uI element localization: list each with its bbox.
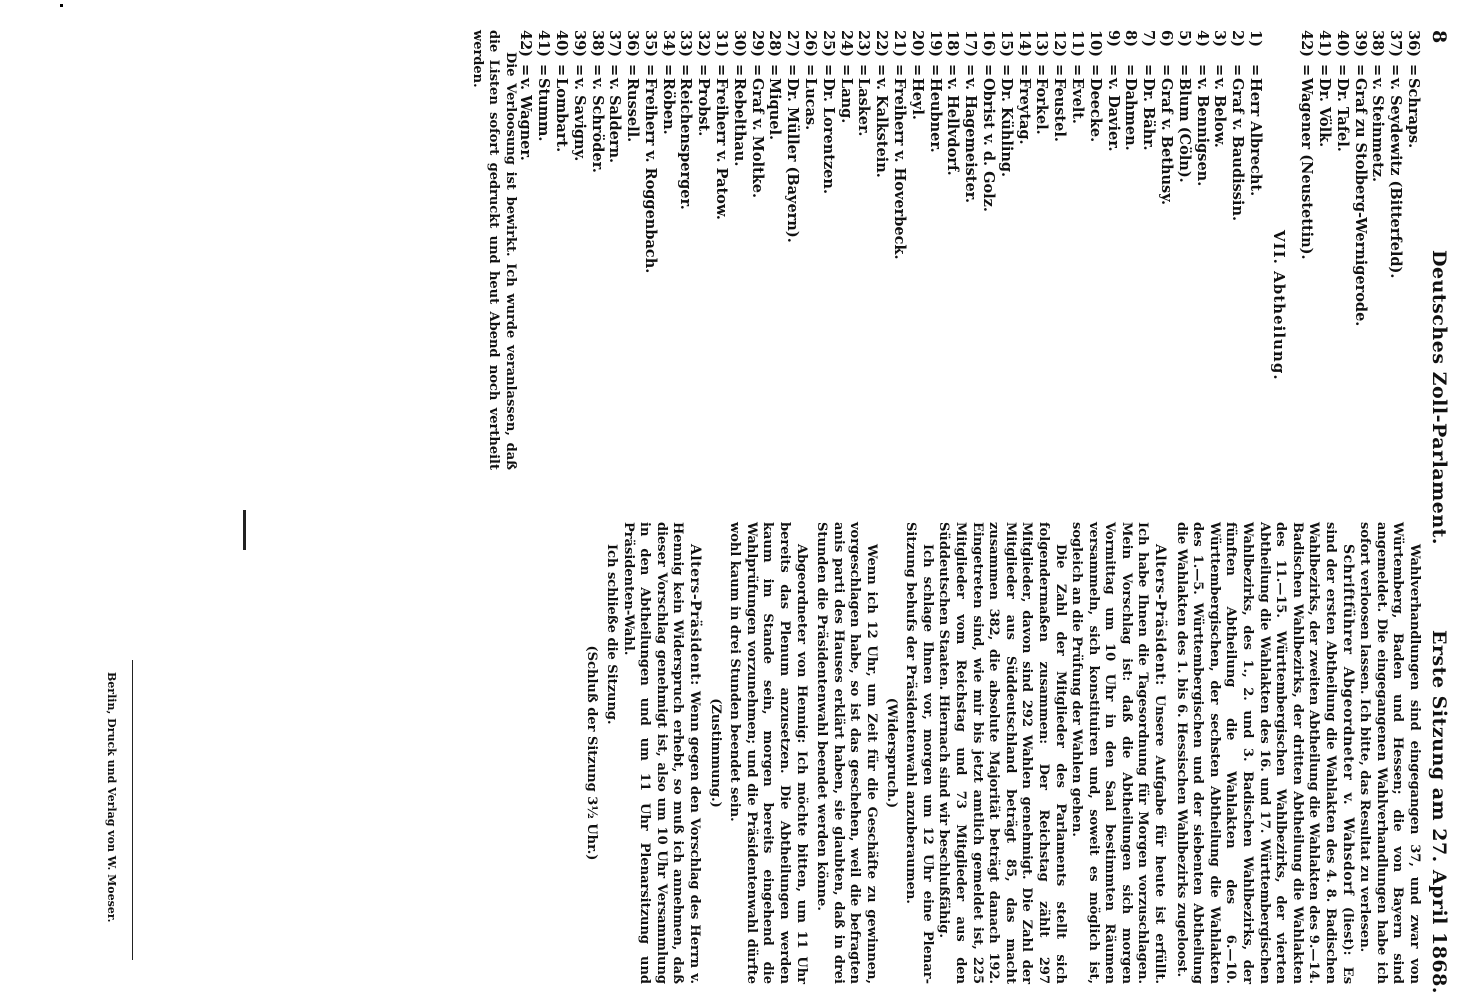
member-name: Heubner. [926, 78, 944, 153]
scan-edge-mark [243, 510, 246, 550]
member-bottom-row [1228, 30, 1246, 470]
remark-agreement: (Zustimmung.) [707, 698, 723, 808]
member-name: Dr. Kühling. [997, 78, 1015, 178]
member-bottom-row [783, 30, 801, 470]
member-name: Dr. Lorentzen. [819, 78, 837, 194]
member-bottom-row [677, 30, 695, 470]
member-name: v. Below. [1211, 78, 1229, 148]
member-name: v. Davier. [1104, 78, 1122, 152]
member-name: Reichensperger. [677, 78, 695, 210]
imprint-rule [132, 660, 133, 960]
ditto-mark: = [1122, 64, 1140, 77]
list-number: 37) [1387, 30, 1405, 58]
member-bottom-row [695, 30, 713, 470]
list-number: 15) [997, 30, 1015, 58]
member-bottom-row [944, 30, 962, 470]
member-bottom-row [1139, 30, 1157, 470]
member-name: v. Wagner. [517, 78, 535, 161]
list-number: 22) [873, 30, 891, 58]
member-name: Heyl. [908, 78, 926, 120]
ditto-mark: = [1086, 64, 1104, 77]
list-number: 40) [1333, 30, 1351, 58]
member-bottom-row [1068, 30, 1086, 470]
list-number: 36) [624, 30, 642, 58]
member-name: Freytag. [1015, 78, 1033, 145]
scan-speck [60, 4, 63, 7]
ditto-mark: = [873, 64, 891, 77]
member-bottom-row [606, 30, 624, 470]
speaker-president-2: Alters-Präsident: [687, 544, 704, 686]
journal-title: Deutsches Zoll-Parlament. [1428, 250, 1450, 546]
page-number: 8 [1428, 30, 1450, 44]
member-name: v. Schröder. [588, 78, 606, 173]
list-number: 23) [855, 30, 873, 58]
member-name: Lasker. [855, 78, 873, 137]
ditto-mark: = [570, 64, 588, 77]
member-bottom-row [1050, 30, 1068, 470]
list-number: 18) [944, 30, 962, 58]
member-bottom-row [961, 30, 979, 470]
list-number: 17) [962, 30, 980, 58]
member-bottom-row [766, 30, 784, 470]
list-number: 19) [926, 30, 944, 58]
list-number: 42) [1298, 30, 1316, 58]
member-name: v. Bennigsen. [1193, 78, 1211, 187]
member-name: Russell. [624, 78, 642, 143]
member-bottom-row [1193, 30, 1211, 470]
list-number: 11) [1069, 30, 1087, 58]
ditto-mark: = [944, 64, 962, 77]
member-name: Deecke. [1086, 78, 1104, 143]
member-bottom-row [712, 30, 730, 470]
list-number: 12) [1051, 30, 1069, 58]
member-name: Obrist v. d. Golz. [980, 78, 998, 212]
speaker-president: Alters-Präsident: [1152, 544, 1169, 686]
member-top-row [1351, 30, 1369, 460]
member-name: Graf v. Moltke. [748, 78, 766, 199]
ditto-mark: = [1051, 64, 1069, 77]
member-top-row [1297, 30, 1315, 460]
member-bottom-row [979, 30, 997, 470]
list-number: 27) [784, 30, 802, 58]
member-bottom-row [1122, 30, 1140, 470]
paragraph-president-1-text: Unsere Aufgabe für heute ist erfüllt. Ich habe Ihnen die Tagesordnung für Morgen vorzuschlagen. Mein Vorschlag ist: daß die Abtheilungen sich morgen Vormittag um 10 Uhr in den Saal bestimmten Räumen versammeln, sich konstituiren und, soweit es möglich ist, sogleich an die Prüfung der Wahlen gehen. [1069, 522, 1168, 985]
member-list-top [1297, 30, 1422, 460]
paragraph-election-records: Wahlverhandlungen sind eingegangen 37, und zwar von Würtemberg, Baden und Hessen; die von Bayern sind angemeldet. Die eingegangenen Wahlverhandlungen habe ich sofort verloosen lassen. Ich bitte, das Resultat zu verlesen. [1357, 522, 1422, 984]
member-bottom-row [641, 30, 659, 470]
list-number: 30) [730, 30, 748, 58]
ditto-mark: = [1158, 64, 1176, 77]
member-name: v. Steinmetz. [1369, 78, 1387, 183]
member-name: v. Kalkstein. [873, 78, 891, 178]
ditto-mark: = [1247, 64, 1264, 77]
member-bottom-row [997, 30, 1015, 470]
member-top-row [1404, 30, 1422, 460]
member-name: Blum (Cöln). [1175, 78, 1193, 183]
member-bottom-row [623, 30, 641, 470]
member-name: Dahmen. [1122, 78, 1140, 151]
list-number: 42) [517, 30, 535, 58]
ditto-mark: = [784, 64, 802, 77]
ditto-mark: = [659, 64, 677, 77]
paragraph-close-session: Ich schließe die Sitzung. [604, 544, 620, 725]
member-name: Lombart. [552, 78, 570, 153]
right-column [583, 522, 1422, 984]
member-name: Lucas. [802, 78, 820, 131]
member-name: Dr. Tafel. [1333, 78, 1351, 152]
closing-note-text: Die Verloosung ist bewirkt. Ich wurde veranlassen, daß die Listen sofort gedruckt und heut Abend noch vertheilt werden. [469, 30, 518, 470]
ditto-mark: = [1369, 64, 1387, 77]
member-name: Wagener (Neustettin). [1298, 78, 1316, 260]
remark-objection: (Widerspruch.) [883, 697, 899, 809]
member-bottom-row [819, 30, 837, 470]
member-name: Lang. [837, 78, 855, 124]
list-number: 31) [713, 30, 731, 58]
list-number: 16) [980, 30, 998, 58]
list-number: 36) [1405, 30, 1422, 58]
ditto-mark: = [535, 64, 553, 77]
ditto-mark: = [695, 64, 713, 77]
member-bottom-row [588, 30, 606, 470]
ditto-mark: = [730, 64, 748, 77]
member-name: Graf zu Stolberg-Wernigerode. [1351, 78, 1369, 327]
member-bottom-row [659, 30, 677, 470]
speaker-secretary: Schriftführer Abgeordneter v. Wahsdorf [1339, 544, 1356, 896]
list-number: 14) [1015, 30, 1033, 58]
paragraph-hennig-text: Ich möchte bitten, um 11 Uhr bereits das Plenum anzusetzen. Die Abtheilungen werden kaum im Stande sein, morgen bereits eingehend die Wahlprüfungen vorzunehmen; und die Präsidentenwahl dürfte wohl kaum in drei Stunden beendet sein. [727, 522, 809, 984]
speaker-hennig: Abgeordneter von Hennig: [793, 544, 809, 744]
ditto-mark: = [837, 64, 855, 77]
member-bottom-row [890, 30, 908, 470]
member-bottom-row [926, 30, 944, 470]
paragraph-member-count: Die Zahl der Mitglieder des Parlaments stellt sich folgendermaßen zusammen: Der Reichstag zählt 297 Mitglieder, davon sind 292 Wahlen genehmigt. Die Zahl der Mitglieder aus Süddeutschland beträgt 85, das macht zusammen 382, die absolute Majorität beträgt danach 192. Eingetreten sind, wie mir bis jetzt amtlich gemeldet ist, 225 Mitglieder vom Reichstag und 73 Mitglieder aus den Süddeutschen Staaten. Hiernach sind wir beschlußfähig. [936, 522, 1068, 984]
member-name: Freiherr v. Patow. [713, 78, 731, 220]
ditto-mark: = [677, 64, 695, 77]
member-bottom-row [801, 30, 819, 470]
ditto-mark: = [1033, 64, 1051, 77]
ditto-mark: = [855, 64, 873, 77]
ditto-mark: = [1193, 64, 1211, 77]
member-name: Schraps. [1405, 78, 1422, 149]
paragraph-proposal: Ich schlage Ihnen vor, morgen um 12 Uhr eine Plenar-Sitzung behufs der Präsidentenwahl anzuberaumen. [903, 522, 935, 984]
list-number: 32) [695, 30, 713, 58]
ditto-mark: = [748, 64, 766, 77]
member-top-row [1315, 30, 1333, 460]
ditto-mark: = [819, 64, 837, 77]
ditto-mark: = [588, 64, 606, 77]
ditto-mark: = [1316, 64, 1334, 77]
ditto-mark: = [908, 64, 926, 77]
list-number: 13) [1033, 30, 1051, 58]
member-bottom-row [748, 30, 766, 470]
ditto-mark: = [891, 64, 909, 77]
ditto-mark: = [1229, 64, 1247, 77]
ditto-mark: = [641, 64, 659, 77]
member-name: Rebelthau. [730, 78, 748, 167]
paragraph-president-2-text: Wenn gegen den Vorschlag des Herrn v. Hennig kein Widerspruch erhebt, so muß ich annehmen, daß dieser Vorschlag genehmigt ist, also um 10 Uhr Versammlung in den Abtheilungen und um 11 Uhr Plenarsitzung und Präsidenten-Wahl. [620, 522, 703, 985]
member-name: Miquel. [766, 78, 784, 141]
member-bottom-row [1086, 30, 1104, 470]
ditto-mark: = [624, 64, 642, 77]
paragraph-secretary-text: (liest): Es sind der ersten Abtheilung die Wahlakten des 4. 8. Badischen Wahlbezirks, der zweiten Abtheilung die Wahlakten des 9.—14. Badischen Wahlbezirks, der dritten Abtheilung die Wahlakten des 11.—15. Württembergischen Wahlbezirks, der vierten Abtheilung die Wahlakten des 16. und 17. Württembergischen Wahlbezirks, des 1., 2. und 3. Badischen Wahlbezirks, der fünften Abtheilung die Wahlakten des 6.—10. Württembergischen, der sechsten Abtheilung die Wahlakten des 1.—5. Württembergischen und der siebenten Abtheilung die Wahlakten des 1. bis 6. Hessischen Wahlbezirks zugeloost. [1173, 522, 1355, 985]
list-number: 41) [535, 30, 553, 58]
ditto-mark: = [1387, 64, 1405, 77]
ditto-mark: = [962, 64, 980, 77]
ditto-mark: = [1351, 64, 1369, 77]
remark-end-of-session: (Schluß der Sitzung 3½ Uhr.) [584, 645, 600, 861]
member-bottom-row [517, 30, 535, 470]
member-list-seventh-division [517, 30, 1264, 470]
list-number: 24) [837, 30, 855, 58]
member-name: v. Saldern. [606, 78, 624, 164]
ditto-mark: = [766, 64, 784, 77]
member-bottom-row [1033, 30, 1051, 470]
ditto-mark: = [802, 64, 820, 77]
member-bottom-row [1246, 30, 1264, 470]
ditto-mark: = [1333, 64, 1351, 77]
member-name: v. Savigny. [570, 78, 588, 162]
list-number: 34) [659, 30, 677, 58]
member-name: Herr Albrecht. [1247, 78, 1264, 197]
ditto-mark: = [1140, 64, 1158, 77]
list-number: 40) [552, 30, 570, 58]
list-number: 4) [1193, 30, 1211, 47]
list-number: 38) [588, 30, 606, 58]
member-bottom-row [570, 30, 588, 470]
ditto-mark: = [1211, 64, 1229, 77]
list-number: 41) [1316, 30, 1334, 58]
paragraph-hennig [726, 522, 809, 984]
list-number: 8) [1122, 30, 1140, 47]
list-number: 7) [1140, 30, 1158, 47]
member-name: Freiherr v. Roggenbach. [641, 78, 659, 274]
ditto-mark: = [713, 64, 731, 77]
ditto-mark: = [1175, 64, 1193, 77]
ditto-mark: = [606, 64, 624, 77]
imprint: Berlin, Druck und Verlag von W. Moeser. [105, 672, 118, 923]
member-bottom-row [1211, 30, 1229, 470]
member-bottom-row [1175, 30, 1193, 470]
ditto-mark: = [1298, 64, 1316, 77]
member-name: Probst. [695, 78, 713, 137]
list-number: 10) [1086, 30, 1104, 58]
list-number: 21) [891, 30, 909, 58]
member-top-row [1333, 30, 1351, 460]
list-number: 39) [1351, 30, 1369, 58]
member-name: Stumm. [535, 78, 553, 142]
ditto-mark: = [1069, 64, 1087, 77]
list-number: 6) [1158, 30, 1176, 47]
member-name: Feustel. [1051, 78, 1069, 142]
ditto-mark: = [980, 64, 998, 77]
list-number: 26) [802, 30, 820, 58]
member-bottom-row [730, 30, 748, 470]
list-number: 39) [570, 30, 588, 58]
member-name: Röben. [659, 78, 677, 135]
list-number: 37) [606, 30, 624, 58]
paragraph-noon-reason: Wenn ich 12 Uhr, um Zeit für die Geschäfte zu gewinnen, vorgeschlagen habe, so ist das geschehen, weil die befragten anis parti des Hauses erklärt haben, sie glaubten, daß in drei Stunden die Präsidentenwahl beendet werden könne. [814, 522, 879, 984]
list-number: 28) [766, 30, 784, 58]
section-heading: VII. Abtheilung. [1270, 230, 1288, 381]
member-name: Graf v. Bethusy. [1158, 78, 1176, 206]
member-bottom-row [552, 30, 570, 470]
list-number: 33) [677, 30, 695, 58]
list-number: 9) [1104, 30, 1122, 47]
paragraph-president-2 [619, 522, 703, 984]
list-number: 3) [1211, 30, 1229, 47]
ditto-mark: = [997, 64, 1015, 77]
paragraph-president-1 [1068, 522, 1169, 984]
ditto-mark: = [1405, 64, 1422, 77]
member-bottom-row [837, 30, 855, 470]
list-number: 25) [819, 30, 837, 58]
ditto-mark: = [926, 64, 944, 77]
ditto-mark: = [552, 64, 570, 77]
list-number: 35) [641, 30, 659, 58]
member-bottom-row [1104, 30, 1122, 470]
member-name: Dr. Müller (Bayern). [784, 78, 802, 243]
member-name: v. Hellvdorf. [944, 78, 962, 176]
list-number: 5) [1175, 30, 1193, 47]
ditto-mark: = [1104, 64, 1122, 77]
member-name: Graf v. Baudissin. [1229, 78, 1247, 222]
member-name: Evelt. [1069, 78, 1087, 124]
list-number: 38) [1369, 30, 1387, 58]
member-bottom-row [1015, 30, 1033, 470]
list-number: 29) [748, 30, 766, 58]
paragraph-secretary [1172, 522, 1356, 984]
ditto-mark: = [517, 64, 535, 77]
list-number: 1) [1247, 30, 1264, 47]
member-name: v. Hagemeister. [962, 78, 980, 204]
member-bottom-row [872, 30, 890, 470]
member-bottom-row [908, 30, 926, 470]
member-bottom-row [1157, 30, 1175, 470]
closing-note [468, 30, 518, 470]
ditto-mark: = [1015, 64, 1033, 77]
list-number: 2) [1229, 30, 1247, 47]
member-bottom-row [855, 30, 873, 470]
member-name: Forkel. [1033, 78, 1051, 135]
member-name: v. Seydewitz (Bitterfeld). [1387, 78, 1405, 279]
list-number: 20) [908, 30, 926, 58]
session-title: Erste Sitzung am 27. April 1868. [1428, 630, 1450, 994]
member-top-row [1386, 30, 1404, 460]
member-name: Dr. Völk. [1316, 78, 1334, 148]
member-bottom-row [534, 30, 552, 470]
member-name: Dr. Bähr. [1140, 78, 1158, 151]
member-top-row [1369, 30, 1387, 460]
member-name: Freiherr v. Hoverbeck. [891, 78, 909, 260]
